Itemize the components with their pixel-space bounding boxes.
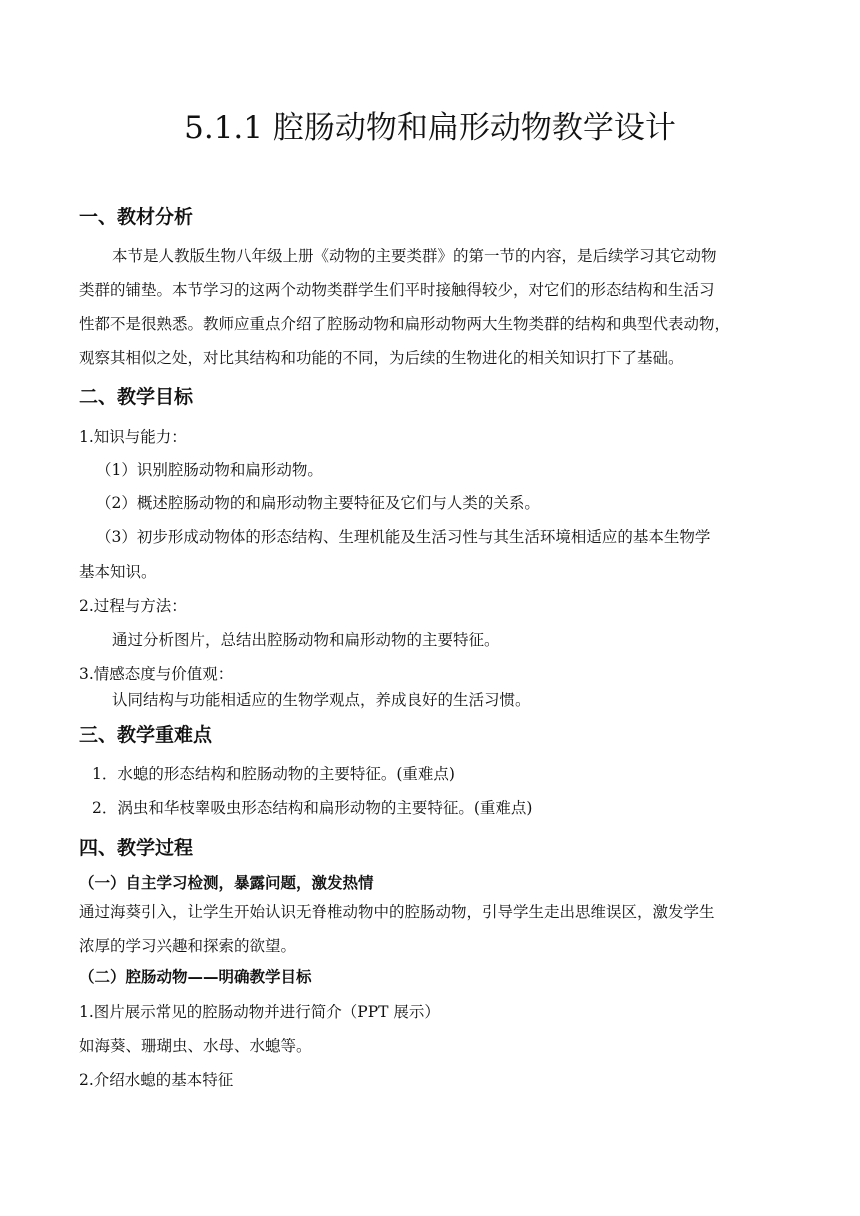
goal-category-process: 2.过程与方法： [79, 597, 187, 615]
goal-category-attitude: 3.情感态度与价值观： [79, 665, 234, 683]
key-point-item: 1．水螅的形态结构和腔肠动物的主要特征。(重难点) [92, 765, 455, 783]
paragraph-line: 本节是人教版生物八年级上册《动物的主要类群》的第一节的内容，是后续学习其它动物 [112, 247, 717, 265]
section-heading-teaching-goals: 二、教学目标 [79, 386, 194, 408]
section-heading-textbook-analysis: 一、教材分析 [79, 206, 194, 228]
paragraph-line: 性都不是很熟悉。教师应重点介绍了腔肠动物和扁形动物两大生物类群的结构和典型代表动物， [79, 315, 731, 333]
paragraph-line: 观察其相似之处，对比其结构和功能的不同，为后续的生物进化的相关知识打下了基础。 [79, 349, 684, 367]
section-heading-teaching-process: 四、教学过程 [79, 837, 194, 859]
paragraph-line: 1.图片展示常见的腔肠动物并进行简介（PPT 展示） [79, 1003, 440, 1021]
section-heading-key-points: 三、教学重难点 [79, 724, 213, 746]
paragraph-line: 通过海葵引入，让学生开始认识无脊椎动物中的腔肠动物，引导学生走出思维误区，激发学生 [79, 903, 715, 921]
goal-item: （3）初步形成动物体的形态结构、生理机能及生活习性与其生活环境相适应的基本生物学 [96, 528, 711, 546]
goal-item-continuation: 基本知识。 [79, 563, 157, 581]
subsection-heading: （一）自主学习检测，暴露问题，激发热情 [79, 874, 374, 892]
paragraph-line: 2.介绍水螅的基本特征 [79, 1071, 234, 1089]
subsection-heading: （二）腔肠动物——明确教学目标 [79, 968, 312, 986]
goal-item: （1）识别腔肠动物和扁形动物。 [96, 461, 323, 479]
goal-item: 认同结构与功能相适应的生物学观点，养成良好的生活习惯。 [112, 691, 531, 709]
goal-category-knowledge: 1.知识与能力： [79, 428, 187, 446]
goal-item: （2）概述腔肠动物的和扁形动物主要特征及它们与人类的关系。 [96, 494, 540, 512]
goal-item: 通过分析图片，总结出腔肠动物和扁形动物的主要特征。 [112, 631, 500, 649]
paragraph-line: 类群的铺垫。本节学习的这两个动物类群学生们平时接触得较少，对它们的形态结构和生活习 [79, 281, 715, 299]
document-title: 5.1.1 腔肠动物和扁形动物教学设计 [184, 110, 676, 146]
key-point-item: 2．涡虫和华枝睾吸虫形态结构和扁形动物的主要特征。(重难点) [92, 799, 533, 817]
paragraph-line: 浓厚的学习兴趣和探索的欲望。 [79, 937, 297, 955]
paragraph-line: 如海葵、珊瑚虫、水母、水螅等。 [79, 1037, 312, 1055]
